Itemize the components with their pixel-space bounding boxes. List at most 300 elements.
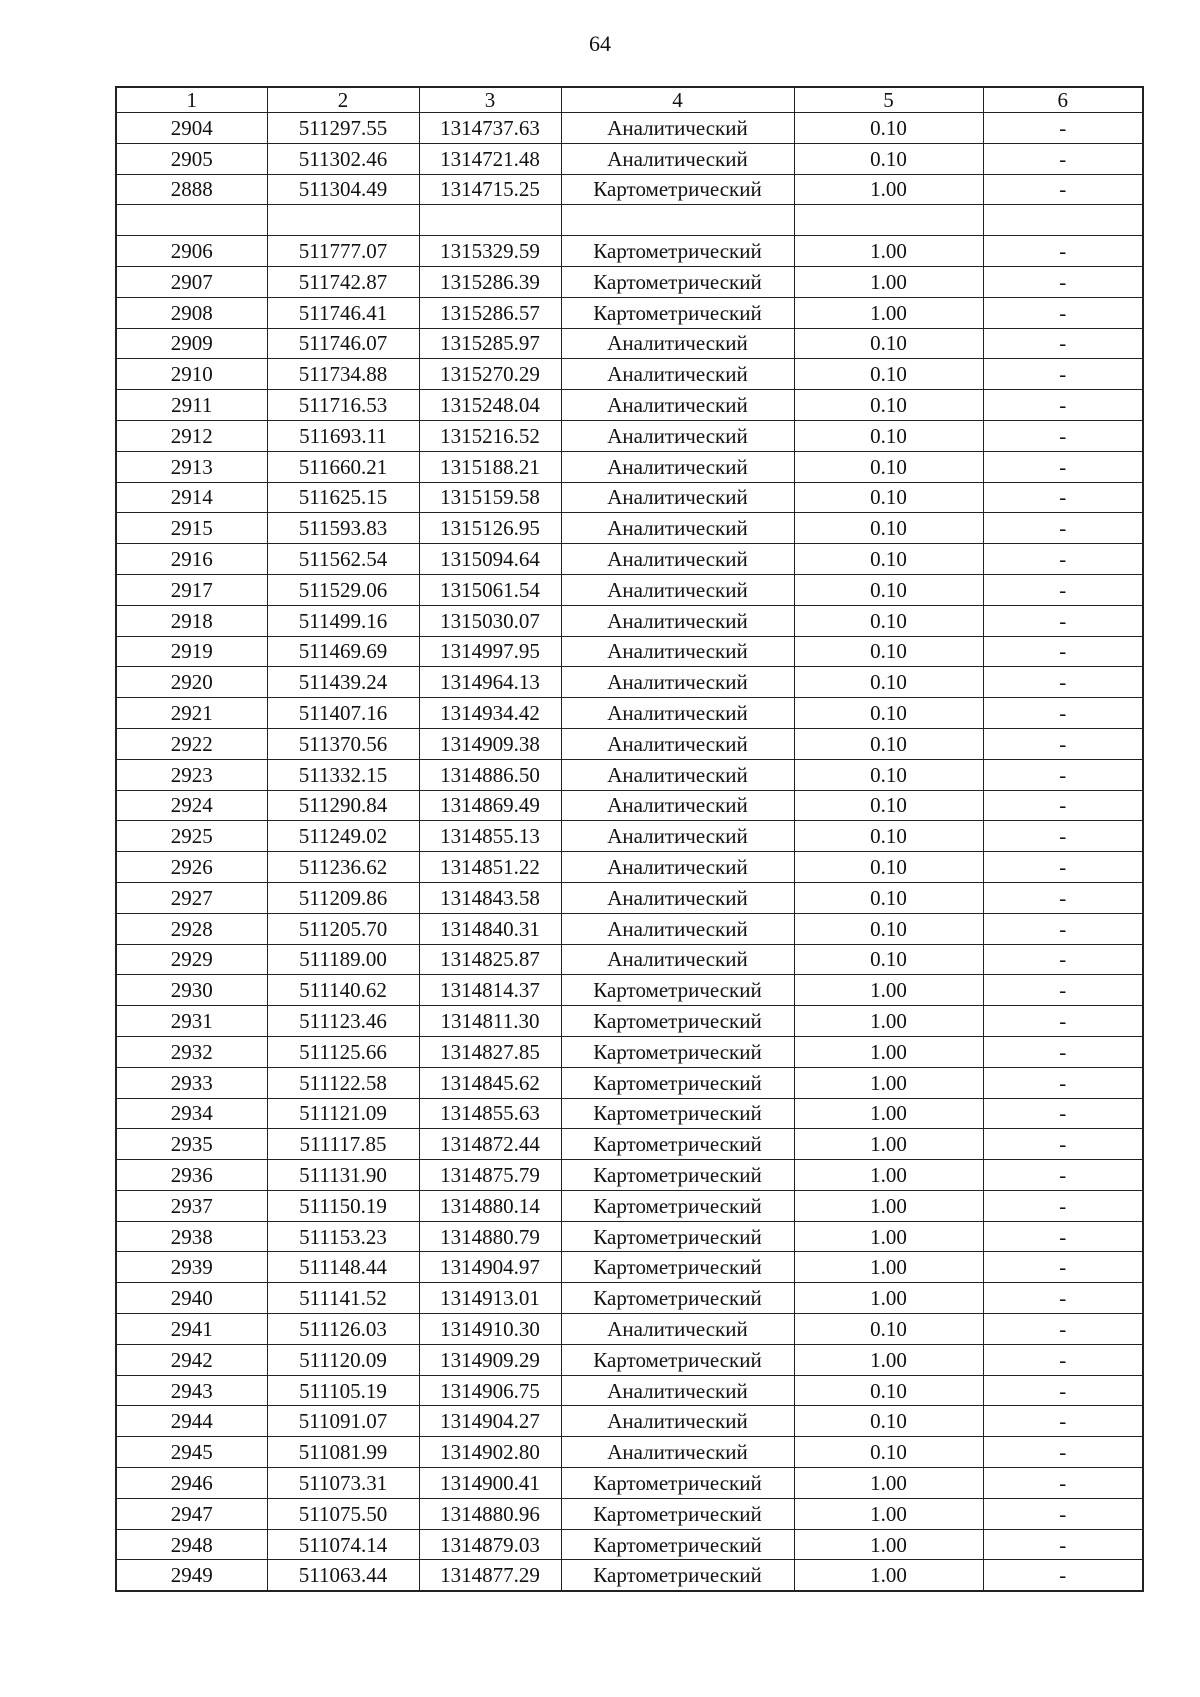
cell-y-coordinate: 1314934.42 <box>419 698 561 729</box>
cell-y-coordinate: 1314964.13 <box>419 667 561 698</box>
cell-x-coordinate: 511140.62 <box>267 975 419 1006</box>
cell-note <box>983 205 1143 236</box>
cell-note: - <box>983 882 1143 913</box>
cell-note: - <box>983 544 1143 575</box>
cell-y-coordinate: 1314879.03 <box>419 1529 561 1560</box>
cell-note: - <box>983 1283 1143 1314</box>
cell-accuracy: 1.00 <box>794 1221 983 1252</box>
cell-note: - <box>983 482 1143 513</box>
cell-note: - <box>983 174 1143 205</box>
cell-y-coordinate: 1314910.30 <box>419 1314 561 1345</box>
table-row <box>116 359 1143 390</box>
cell-method: Аналитический <box>561 544 794 575</box>
cell-x-coordinate: 511125.66 <box>267 1036 419 1067</box>
table-row <box>116 975 1143 1006</box>
cell-x-coordinate: 511205.70 <box>267 913 419 944</box>
cell-x-coordinate: 511469.69 <box>267 636 419 667</box>
cell-x-coordinate: 511075.50 <box>267 1498 419 1529</box>
cell-accuracy: 0.10 <box>794 113 983 144</box>
cell-x-coordinate: 511141.52 <box>267 1283 419 1314</box>
cell-method: Картометрический <box>561 1529 794 1560</box>
cell-x-coordinate: 511407.16 <box>267 698 419 729</box>
table-header <box>116 87 1143 113</box>
table-row <box>116 574 1143 605</box>
table-row <box>116 728 1143 759</box>
cell-accuracy: 0.10 <box>794 513 983 544</box>
cell-x-coordinate: 511122.58 <box>267 1067 419 1098</box>
table-row <box>116 143 1143 174</box>
cell-y-coordinate: 1314845.62 <box>419 1067 561 1098</box>
cell-point-number: 2946 <box>116 1468 267 1499</box>
cell-x-coordinate: 511332.15 <box>267 759 419 790</box>
cell-point-number: 2924 <box>116 790 267 821</box>
cell-point-number: 2908 <box>116 297 267 328</box>
cell-method: Картометрический <box>561 1252 794 1283</box>
cell-point-number: 2888 <box>116 174 267 205</box>
cell-x-coordinate: 511290.84 <box>267 790 419 821</box>
table-row <box>116 636 1143 667</box>
cell-method: Аналитический <box>561 513 794 544</box>
cell-accuracy: 0.10 <box>794 1437 983 1468</box>
table-row <box>116 1160 1143 1191</box>
cell-note: - <box>983 1529 1143 1560</box>
cell-accuracy: 1.00 <box>794 1283 983 1314</box>
cell-note: - <box>983 975 1143 1006</box>
cell-x-coordinate: 511742.87 <box>267 266 419 297</box>
table-row <box>116 821 1143 852</box>
cell-x-coordinate: 511746.07 <box>267 328 419 359</box>
cell-accuracy: 0.10 <box>794 328 983 359</box>
cell-point-number: 2907 <box>116 266 267 297</box>
cell-method: Аналитический <box>561 359 794 390</box>
cell-method: Аналитический <box>561 944 794 975</box>
cell-note: - <box>983 359 1143 390</box>
cell-point-number: 2926 <box>116 852 267 883</box>
cell-point-number: 2912 <box>116 420 267 451</box>
cell-y-coordinate: 1314902.80 <box>419 1437 561 1468</box>
table-row <box>116 1406 1143 1437</box>
cell-point-number: 2919 <box>116 636 267 667</box>
cell-note: - <box>983 913 1143 944</box>
cell-method: Аналитический <box>561 482 794 513</box>
cell-note: - <box>983 944 1143 975</box>
table-row <box>116 1252 1143 1283</box>
cell-accuracy: 1.00 <box>794 1036 983 1067</box>
cell-accuracy: 1.00 <box>794 297 983 328</box>
cell-accuracy: 0.10 <box>794 667 983 698</box>
cell-x-coordinate: 511716.53 <box>267 390 419 421</box>
cell-method: Аналитический <box>561 913 794 944</box>
cell-method: Аналитический <box>561 451 794 482</box>
cell-y-coordinate: 1314811.30 <box>419 1006 561 1037</box>
cell-y-coordinate: 1314721.48 <box>419 143 561 174</box>
cell-method: Картометрический <box>561 1560 794 1591</box>
cell-accuracy: 0.10 <box>794 913 983 944</box>
cell-y-coordinate: 1314886.50 <box>419 759 561 790</box>
cell-method: Картометрический <box>561 1098 794 1129</box>
cell-point-number: 2913 <box>116 451 267 482</box>
cell-y-coordinate: 1314909.38 <box>419 728 561 759</box>
cell-x-coordinate: 511081.99 <box>267 1437 419 1468</box>
cell-x-coordinate: 511297.55 <box>267 113 419 144</box>
cell-method: Картометрический <box>561 1283 794 1314</box>
cell-y-coordinate: 1314872.44 <box>419 1129 561 1160</box>
cell-note: - <box>983 113 1143 144</box>
cell-note: - <box>983 1314 1143 1345</box>
cell-point-number: 2925 <box>116 821 267 852</box>
cell-method: Аналитический <box>561 605 794 636</box>
table-row <box>116 390 1143 421</box>
cell-method: Картометрический <box>561 1221 794 1252</box>
table-row <box>116 1221 1143 1252</box>
cell-method: Картометрический <box>561 1468 794 1499</box>
cell-y-coordinate: 1315030.07 <box>419 605 561 636</box>
cell-accuracy: 1.00 <box>794 1006 983 1037</box>
cell-accuracy: 0.10 <box>794 544 983 575</box>
cell-x-coordinate: 511117.85 <box>267 1129 419 1160</box>
cell-y-coordinate: 1314814.37 <box>419 975 561 1006</box>
cell-x-coordinate: 511153.23 <box>267 1221 419 1252</box>
coordinates-table <box>115 86 1144 1592</box>
cell-point-number: 2949 <box>116 1560 267 1591</box>
cell-point-number: 2915 <box>116 513 267 544</box>
cell-accuracy: 0.10 <box>794 882 983 913</box>
cell-point-number: 2909 <box>116 328 267 359</box>
table-row <box>116 1098 1143 1129</box>
cell-point-number: 2941 <box>116 1314 267 1345</box>
cell-method: Аналитический <box>561 852 794 883</box>
cell-accuracy: 0.10 <box>794 790 983 821</box>
table-row <box>116 1067 1143 1098</box>
cell-method: Аналитический <box>561 728 794 759</box>
table-row <box>116 1283 1143 1314</box>
cell-accuracy: 0.10 <box>794 451 983 482</box>
cell-method: Аналитический <box>561 821 794 852</box>
table-row <box>116 1468 1143 1499</box>
cell-x-coordinate: 511148.44 <box>267 1252 419 1283</box>
cell-note: - <box>983 759 1143 790</box>
cell-y-coordinate: 1315286.57 <box>419 297 561 328</box>
cell-x-coordinate: 511063.44 <box>267 1560 419 1591</box>
cell-accuracy: 0.10 <box>794 1375 983 1406</box>
column-header-6: 6 <box>983 87 1143 113</box>
cell-y-coordinate: 1314715.25 <box>419 174 561 205</box>
column-header-1: 1 <box>116 87 267 113</box>
column-header-5: 5 <box>794 87 983 113</box>
cell-method <box>561 205 794 236</box>
cell-accuracy: 0.10 <box>794 944 983 975</box>
cell-accuracy: 0.10 <box>794 698 983 729</box>
cell-note: - <box>983 1498 1143 1529</box>
cell-y-coordinate <box>419 205 561 236</box>
table-row <box>116 944 1143 975</box>
cell-x-coordinate: 511746.41 <box>267 297 419 328</box>
cell-y-coordinate: 1314913.01 <box>419 1283 561 1314</box>
table-row <box>116 328 1143 359</box>
cell-y-coordinate: 1315329.59 <box>419 236 561 267</box>
table-row <box>116 1344 1143 1375</box>
cell-point-number: 2923 <box>116 759 267 790</box>
cell-accuracy <box>794 205 983 236</box>
cell-note: - <box>983 698 1143 729</box>
table-row <box>116 605 1143 636</box>
cell-point-number: 2932 <box>116 1036 267 1067</box>
cell-x-coordinate: 511123.46 <box>267 1006 419 1037</box>
cell-point-number: 2910 <box>116 359 267 390</box>
table-row <box>116 513 1143 544</box>
cell-x-coordinate: 511562.54 <box>267 544 419 575</box>
cell-point-number <box>116 205 267 236</box>
cell-y-coordinate: 1314880.79 <box>419 1221 561 1252</box>
cell-x-coordinate: 511593.83 <box>267 513 419 544</box>
table-row <box>116 1560 1143 1591</box>
cell-method: Аналитический <box>561 390 794 421</box>
cell-x-coordinate: 511304.49 <box>267 174 419 205</box>
cell-note: - <box>983 636 1143 667</box>
table-row <box>116 1529 1143 1560</box>
table-row <box>116 1190 1143 1221</box>
cell-point-number: 2929 <box>116 944 267 975</box>
cell-note: - <box>983 1221 1143 1252</box>
cell-method: Картометрический <box>561 174 794 205</box>
cell-method: Картометрический <box>561 1190 794 1221</box>
cell-x-coordinate: 511150.19 <box>267 1190 419 1221</box>
column-header-3: 3 <box>419 87 561 113</box>
cell-y-coordinate: 1314880.96 <box>419 1498 561 1529</box>
table-row <box>116 1129 1143 1160</box>
cell-note: - <box>983 605 1143 636</box>
cell-x-coordinate <box>267 205 419 236</box>
cell-point-number: 2936 <box>116 1160 267 1191</box>
cell-method: Аналитический <box>561 698 794 729</box>
cell-method: Аналитический <box>561 790 794 821</box>
cell-method: Картометрический <box>561 297 794 328</box>
cell-accuracy: 0.10 <box>794 390 983 421</box>
cell-x-coordinate: 511236.62 <box>267 852 419 883</box>
cell-method: Картометрический <box>561 1160 794 1191</box>
cell-method: Картометрический <box>561 975 794 1006</box>
cell-method: Аналитический <box>561 882 794 913</box>
table-row <box>116 1375 1143 1406</box>
cell-method: Картометрический <box>561 1067 794 1098</box>
cell-method: Картометрический <box>561 1036 794 1067</box>
cell-note: - <box>983 1375 1143 1406</box>
cell-x-coordinate: 511529.06 <box>267 574 419 605</box>
cell-x-coordinate: 511439.24 <box>267 667 419 698</box>
cell-point-number: 2918 <box>116 605 267 636</box>
cell-x-coordinate: 511302.46 <box>267 143 419 174</box>
cell-method: Картометрический <box>561 1344 794 1375</box>
cell-accuracy: 1.00 <box>794 1067 983 1098</box>
cell-accuracy: 1.00 <box>794 1529 983 1560</box>
table-row <box>116 698 1143 729</box>
cell-method: Аналитический <box>561 113 794 144</box>
cell-accuracy: 0.10 <box>794 420 983 451</box>
cell-y-coordinate: 1315126.95 <box>419 513 561 544</box>
cell-x-coordinate: 511189.00 <box>267 944 419 975</box>
cell-method: Картометрический <box>561 1006 794 1037</box>
cell-method: Аналитический <box>561 636 794 667</box>
cell-note: - <box>983 297 1143 328</box>
cell-point-number: 2948 <box>116 1529 267 1560</box>
table-row <box>116 266 1143 297</box>
cell-accuracy: 1.00 <box>794 1190 983 1221</box>
cell-point-number: 2942 <box>116 1344 267 1375</box>
cell-accuracy: 1.00 <box>794 1160 983 1191</box>
cell-point-number: 2917 <box>116 574 267 605</box>
table-body <box>116 113 1143 1592</box>
cell-accuracy: 1.00 <box>794 1344 983 1375</box>
cell-y-coordinate: 1314900.41 <box>419 1468 561 1499</box>
cell-accuracy: 1.00 <box>794 1098 983 1129</box>
cell-note: - <box>983 821 1143 852</box>
cell-x-coordinate: 511126.03 <box>267 1314 419 1345</box>
cell-accuracy: 1.00 <box>794 1498 983 1529</box>
cell-accuracy: 1.00 <box>794 1252 983 1283</box>
cell-accuracy: 1.00 <box>794 266 983 297</box>
cell-note: - <box>983 1129 1143 1160</box>
cell-point-number: 2904 <box>116 113 267 144</box>
table-row <box>116 482 1143 513</box>
cell-accuracy: 0.10 <box>794 852 983 883</box>
cell-method: Аналитический <box>561 328 794 359</box>
cell-method: Аналитический <box>561 759 794 790</box>
table-row <box>116 544 1143 575</box>
cell-accuracy: 1.00 <box>794 1468 983 1499</box>
cell-x-coordinate: 511499.16 <box>267 605 419 636</box>
cell-note: - <box>983 1098 1143 1129</box>
cell-y-coordinate: 1315159.58 <box>419 482 561 513</box>
cell-x-coordinate: 511777.07 <box>267 236 419 267</box>
cell-y-coordinate: 1314997.95 <box>419 636 561 667</box>
cell-point-number: 2945 <box>116 1437 267 1468</box>
table-row <box>116 236 1143 267</box>
cell-x-coordinate: 511073.31 <box>267 1468 419 1499</box>
cell-y-coordinate: 1314737.63 <box>419 113 561 144</box>
cell-point-number: 2937 <box>116 1190 267 1221</box>
cell-note: - <box>983 451 1143 482</box>
cell-note: - <box>983 667 1143 698</box>
table-row <box>116 205 1143 236</box>
header-row <box>116 87 1143 113</box>
cell-note: - <box>983 1344 1143 1375</box>
cell-point-number: 2934 <box>116 1098 267 1129</box>
cell-method: Аналитический <box>561 574 794 605</box>
cell-accuracy: 1.00 <box>794 236 983 267</box>
cell-y-coordinate: 1315216.52 <box>419 420 561 451</box>
cell-accuracy: 0.10 <box>794 728 983 759</box>
cell-method: Аналитический <box>561 143 794 174</box>
cell-note: - <box>983 574 1143 605</box>
cell-method: Аналитический <box>561 1437 794 1468</box>
cell-y-coordinate: 1314877.29 <box>419 1560 561 1591</box>
cell-accuracy: 1.00 <box>794 975 983 1006</box>
cell-note: - <box>983 266 1143 297</box>
column-header-4: 4 <box>561 87 794 113</box>
cell-accuracy: 1.00 <box>794 174 983 205</box>
cell-accuracy: 0.10 <box>794 359 983 390</box>
cell-y-coordinate: 1315188.21 <box>419 451 561 482</box>
table-row <box>116 174 1143 205</box>
cell-point-number: 2947 <box>116 1498 267 1529</box>
cell-accuracy: 0.10 <box>794 143 983 174</box>
table-row <box>116 1036 1143 1067</box>
cell-accuracy: 0.10 <box>794 821 983 852</box>
cell-note: - <box>983 328 1143 359</box>
cell-method: Аналитический <box>561 667 794 698</box>
cell-y-coordinate: 1314840.31 <box>419 913 561 944</box>
cell-accuracy: 1.00 <box>794 1129 983 1160</box>
cell-accuracy: 0.10 <box>794 574 983 605</box>
cell-x-coordinate: 511105.19 <box>267 1375 419 1406</box>
cell-method: Картометрический <box>561 1129 794 1160</box>
cell-y-coordinate: 1314904.27 <box>419 1406 561 1437</box>
cell-note: - <box>983 1190 1143 1221</box>
cell-point-number: 2943 <box>116 1375 267 1406</box>
cell-point-number: 2935 <box>116 1129 267 1160</box>
cell-note: - <box>983 1006 1143 1037</box>
cell-y-coordinate: 1314904.97 <box>419 1252 561 1283</box>
cell-point-number: 2931 <box>116 1006 267 1037</box>
table-row <box>116 913 1143 944</box>
cell-x-coordinate: 511121.09 <box>267 1098 419 1129</box>
cell-y-coordinate: 1314875.79 <box>419 1160 561 1191</box>
cell-y-coordinate: 1314855.13 <box>419 821 561 852</box>
cell-point-number: 2922 <box>116 728 267 759</box>
cell-point-number: 2928 <box>116 913 267 944</box>
cell-point-number: 2916 <box>116 544 267 575</box>
cell-method: Картометрический <box>561 1498 794 1529</box>
cell-x-coordinate: 511249.02 <box>267 821 419 852</box>
cell-note: - <box>983 1437 1143 1468</box>
cell-point-number: 2933 <box>116 1067 267 1098</box>
cell-point-number: 2920 <box>116 667 267 698</box>
cell-y-coordinate: 1314880.14 <box>419 1190 561 1221</box>
cell-point-number: 2940 <box>116 1283 267 1314</box>
cell-x-coordinate: 511120.09 <box>267 1344 419 1375</box>
cell-x-coordinate: 511660.21 <box>267 451 419 482</box>
cell-x-coordinate: 511131.90 <box>267 1160 419 1191</box>
cell-note: - <box>983 1406 1143 1437</box>
cell-y-coordinate: 1314909.29 <box>419 1344 561 1375</box>
cell-point-number: 2921 <box>116 698 267 729</box>
cell-note: - <box>983 1067 1143 1098</box>
cell-x-coordinate: 511734.88 <box>267 359 419 390</box>
cell-y-coordinate: 1314855.63 <box>419 1098 561 1129</box>
table-row <box>116 113 1143 144</box>
column-header-2: 2 <box>267 87 419 113</box>
cell-accuracy: 0.10 <box>794 605 983 636</box>
page-number: 64 <box>589 31 611 56</box>
cell-y-coordinate: 1314906.75 <box>419 1375 561 1406</box>
cell-point-number: 2906 <box>116 236 267 267</box>
cell-note: - <box>983 390 1143 421</box>
cell-y-coordinate: 1315248.04 <box>419 390 561 421</box>
cell-note: - <box>983 420 1143 451</box>
cell-point-number: 2938 <box>116 1221 267 1252</box>
cell-accuracy: 0.10 <box>794 482 983 513</box>
cell-accuracy: 0.10 <box>794 1406 983 1437</box>
cell-note: - <box>983 1468 1143 1499</box>
cell-note: - <box>983 1160 1143 1191</box>
table-row <box>116 451 1143 482</box>
cell-method: Картометрический <box>561 266 794 297</box>
cell-x-coordinate: 511693.11 <box>267 420 419 451</box>
table-row <box>116 1437 1143 1468</box>
cell-y-coordinate: 1314851.22 <box>419 852 561 883</box>
cell-point-number: 2905 <box>116 143 267 174</box>
table-row <box>116 667 1143 698</box>
